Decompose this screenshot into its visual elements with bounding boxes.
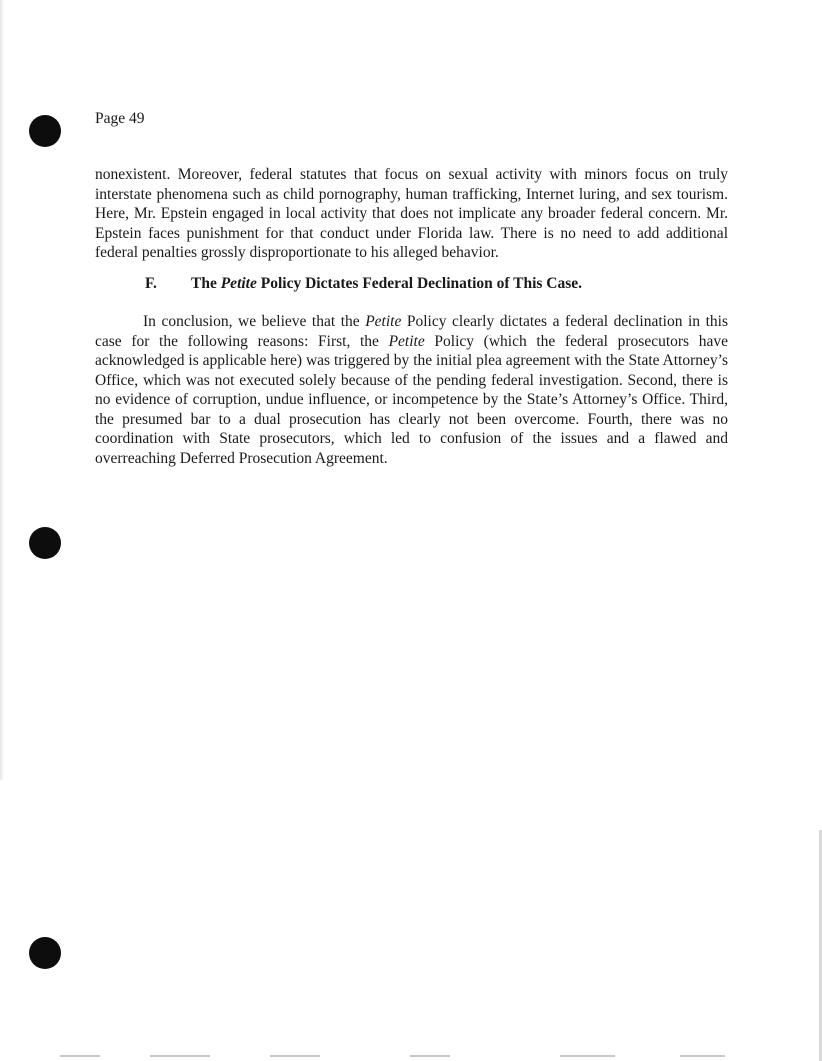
conclusion-part-3: Policy (which the federal prosecutors have acknowledged is applicable here) was triggered by the initial plea agreement with the State Attorney’s Office, which was not executed solely because of the pending federal investigation. Second, there is no evidence of corruption, undue influence, or incompetence by the State’s Attorney’s Office. Third, the presumed bar to a dual prosecution has clearly not been overcome. Fourth, there was no coordination with State prosecutors, which led to confusion of the issues and a flawed and overreaching Deferred Prosecution Agreement. (95, 332, 728, 467)
paragraph-continuation: nonexistent. Moreover, federal statutes that focus on sexual activity with minors focus on truly interstate phenomena such as child pornography, human trafficking, Internet luring, and sex tourism. Here, Mr. Epstein engaged in local activity that does not implicate any broader federal concern. Mr. Epstein faces punishment for that conduct under Florida law. There is no need to add additional federal penalties grossly disproportionate to his alleged behavior. (95, 166, 728, 261)
scan-artifacts-bottom (60, 1055, 760, 1058)
conclusion-italic-1: Petite (365, 313, 402, 330)
paragraph-conclusion (95, 312, 728, 468)
scan-edge-left (0, 0, 4, 780)
conclusion-part-1: In conclusion, we believe that the (143, 313, 366, 330)
section-title-italic: Petite (220, 275, 257, 292)
page-number: Page 49 (95, 110, 145, 127)
section-heading (145, 275, 582, 293)
conclusion-part-2: Policy clearly dictates a federal declination in this case for the following reasons: First, the (95, 313, 728, 350)
section-letter: F. (145, 275, 157, 292)
punch-hole-middle (29, 527, 61, 559)
section-title-after: Policy Dictates Federal Declination of This Case. (256, 275, 583, 292)
punch-hole-bottom (29, 937, 61, 969)
conclusion-italic-2: Petite (388, 332, 425, 350)
section-title-before: The (191, 275, 221, 292)
punch-hole-top (29, 115, 61, 147)
